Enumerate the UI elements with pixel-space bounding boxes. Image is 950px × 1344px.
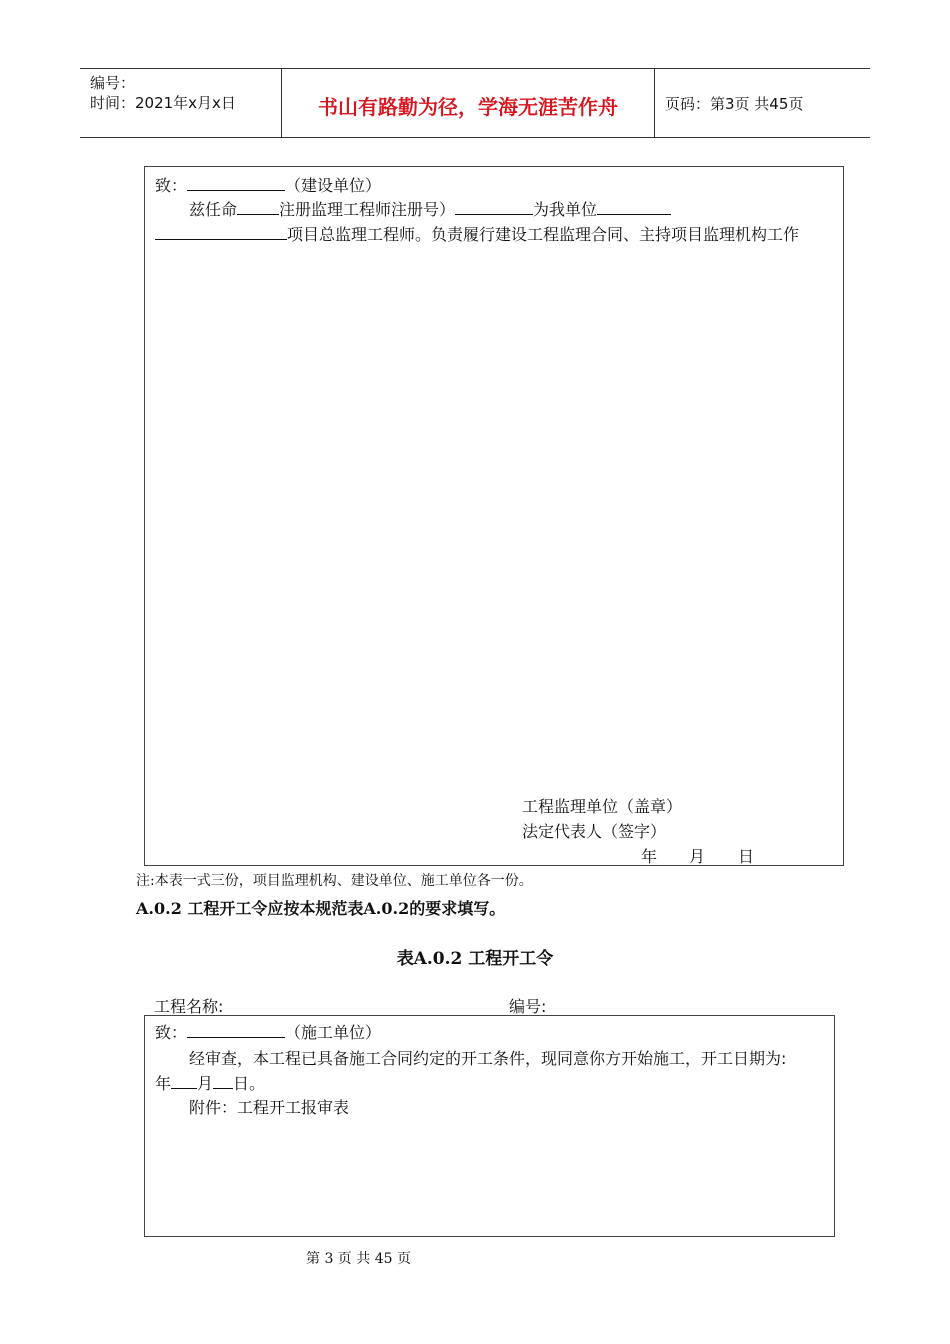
form1-date-year: 年 xyxy=(641,847,658,866)
form2-date-year: 年 xyxy=(155,1074,172,1093)
form1-sign-rep: 法定代表人（签字） xyxy=(522,822,667,841)
header-time-label: 时间：2021年x月x日 xyxy=(90,94,236,112)
form1-duty-text: 项目总监理工程师。负责履行建设工程监理合同、主持项目监理机构工作 xyxy=(287,225,800,244)
form2-month-blank[interactable] xyxy=(171,1073,197,1089)
form1-to-label: 致： xyxy=(155,176,188,195)
form1-date-month: 月 xyxy=(689,847,706,866)
form1-appoint-line xyxy=(189,197,671,220)
header-divider xyxy=(654,69,655,137)
form1-to-blank[interactable] xyxy=(187,175,285,191)
form1-appoint-text: 兹任命 xyxy=(189,200,238,219)
form2-date-line xyxy=(155,1071,265,1094)
form1-sign-org: 工程监理单位（盖章） xyxy=(522,797,683,816)
form1-duty-line xyxy=(155,222,799,245)
page-footer: 第 3 页 共 45 页 xyxy=(306,1251,411,1267)
form2-to-line xyxy=(155,1020,381,1043)
section-heading: A.0.2 工程开工令应按本规范表A.0.2的要求填写。 xyxy=(136,899,506,918)
header-motto: 书山有路勤为径，学海无涯苦作舟 xyxy=(318,95,618,119)
header-meta xyxy=(90,73,236,113)
appointment-form xyxy=(144,166,844,866)
form1-name-blank[interactable] xyxy=(237,199,279,215)
table-title: 表A.0.2 工程开工令 xyxy=(396,949,554,969)
form2-date-month: 月 xyxy=(197,1074,214,1093)
form-note: 注:本表一式三份，项目监理机构、建设单位、施工单位各一份。 xyxy=(136,873,533,889)
form2-to-label: 致： xyxy=(155,1023,188,1042)
header-page-info: 页码：第3页 共45页 xyxy=(665,95,804,113)
form1-unit-text: 为我单位 xyxy=(533,200,598,219)
form1-reg-blank[interactable] xyxy=(455,199,533,215)
form1-reg-text: 注册监理工程师注册号） xyxy=(279,200,456,219)
start-order-form xyxy=(144,1015,835,1237)
form2-to-suffix: （施工单位） xyxy=(285,1023,382,1042)
form1-to-suffix: （建设单位） xyxy=(285,176,382,195)
form2-number-label: 编号: xyxy=(509,997,547,1016)
form2-date-day: 日。 xyxy=(233,1074,266,1093)
header-number-label: 编号： xyxy=(90,74,136,92)
page-header xyxy=(80,68,870,138)
form2-body-line: 经审查，本工程已具备施工合同约定的开工条件，现同意你方开始施工，开工日期为: xyxy=(189,1049,787,1068)
form2-attachment: 附件：工程开工报审表 xyxy=(189,1098,350,1117)
form1-date-day: 日 xyxy=(738,847,755,866)
form2-to-blank[interactable] xyxy=(187,1022,285,1038)
form2-day-blank[interactable] xyxy=(213,1073,233,1089)
form1-to-line xyxy=(155,173,381,196)
project-name-label: 工程名称: xyxy=(154,997,224,1016)
form1-project-blank[interactable] xyxy=(155,224,287,240)
form1-unit-blank[interactable] xyxy=(597,199,671,215)
